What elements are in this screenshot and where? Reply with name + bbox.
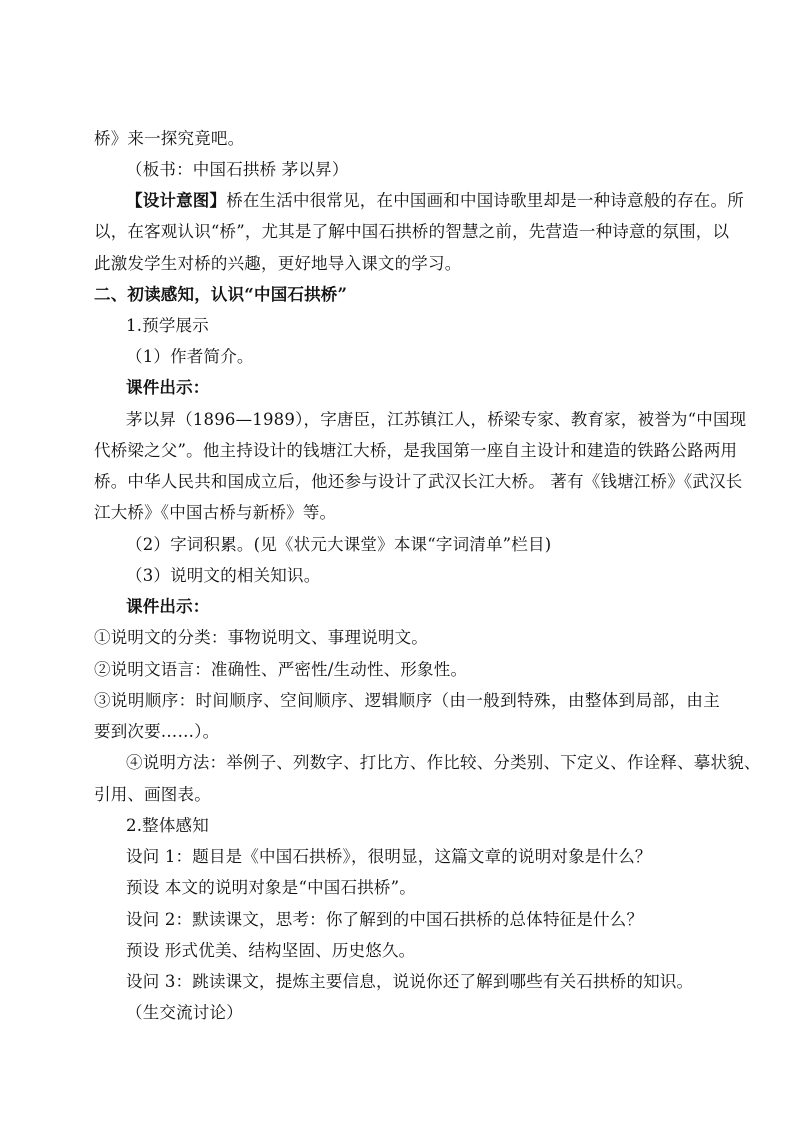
answer-line: 预设 本文的说明对象是“中国石拱桥”。 xyxy=(126,878,416,897)
design-intent-text: 桥在生活中很常见，在中国画和中国诗歌里却是一种诗意般的存在。所 xyxy=(226,191,744,210)
design-intent-label: 【设计意图】 xyxy=(126,191,227,210)
question-line: 设问 3：跳读课文，提炼主要信息，说说你还了解到哪些有关石拱桥的知识。 xyxy=(126,972,694,991)
text-line: 桥》来一探究竟吧。 xyxy=(94,129,245,148)
question-line: 设问 2：默读课文，思考：你了解到的中国石拱桥的总体特征是什么？ xyxy=(126,910,644,929)
text-line: 江大桥》《中国古桥与新桥》等。 xyxy=(94,503,337,522)
text-line: 引用、画图表。 xyxy=(94,785,211,804)
list-item: ③说明顺序：时间顺序、空间顺序、逻辑顺序（由一般到特殊，由整体到局部，由主 xyxy=(94,691,720,710)
design-intent-line xyxy=(126,190,744,212)
text-line: 以，在客观认识“桥”，尤其是了解中国石拱桥的智慧之前，先营造一种诗意的氛围，以 xyxy=(94,222,730,241)
discussion-note: （生交流讨论） xyxy=(126,1003,243,1022)
text-line: 此激发学生对桥的兴趣，更好地导入课文的学习。 xyxy=(94,254,462,273)
text-line: 要到次要……）。 xyxy=(94,722,220,741)
text-line: 桥。中华人民共和国成立后，他还参与设计了武汉长江大桥。 著有《钱塘江桥》《武汉长 xyxy=(94,472,743,491)
slide-label: 课件出示： xyxy=(126,378,210,397)
list-item: ④说明方法：举例子、列数字、打比方、作比较、分类别、下定义、作诠释、摹状貌、 xyxy=(126,753,761,772)
list-item: ②说明文语言：准确性、严密性/生动性、形象性。 xyxy=(94,660,468,679)
text-line: 代桥梁之父”。他主持设计的钱塘江大桥，是我国第一座自主设计和建造的铁路公路两用 xyxy=(94,441,738,460)
list-item: ①说明文的分类：事物说明文、事理说明文。 xyxy=(94,628,428,647)
item-heading: （3）说明文的相关知识。 xyxy=(126,566,321,585)
blackboard-note: （板书：中国石拱桥 茅以昇） xyxy=(126,160,349,179)
subsection-heading: 2.整体感知 xyxy=(126,816,209,835)
subsection-heading: 1.预学展示 xyxy=(126,316,209,335)
text-line: 茅以昇（1896—1989），字唐臣，江苏镇江人，桥梁专家、教育家，被誉为“中国现 xyxy=(126,410,747,429)
slide-label: 课件出示： xyxy=(126,597,210,616)
item-heading: （1）作者简介。 xyxy=(126,347,254,366)
answer-line: 预设 形式优美、结构坚固、历史悠久。 xyxy=(126,941,416,960)
question-line: 设问 1：题目是《中国石拱桥》，很明显，这篇文章的说明对象是什么？ xyxy=(126,847,652,866)
section-heading: 二、初读感知，认识“中国石拱桥” xyxy=(94,285,348,304)
item-heading: （2）字词积累。(见《状元大课堂》本课“字词清单”栏目) xyxy=(126,535,552,554)
